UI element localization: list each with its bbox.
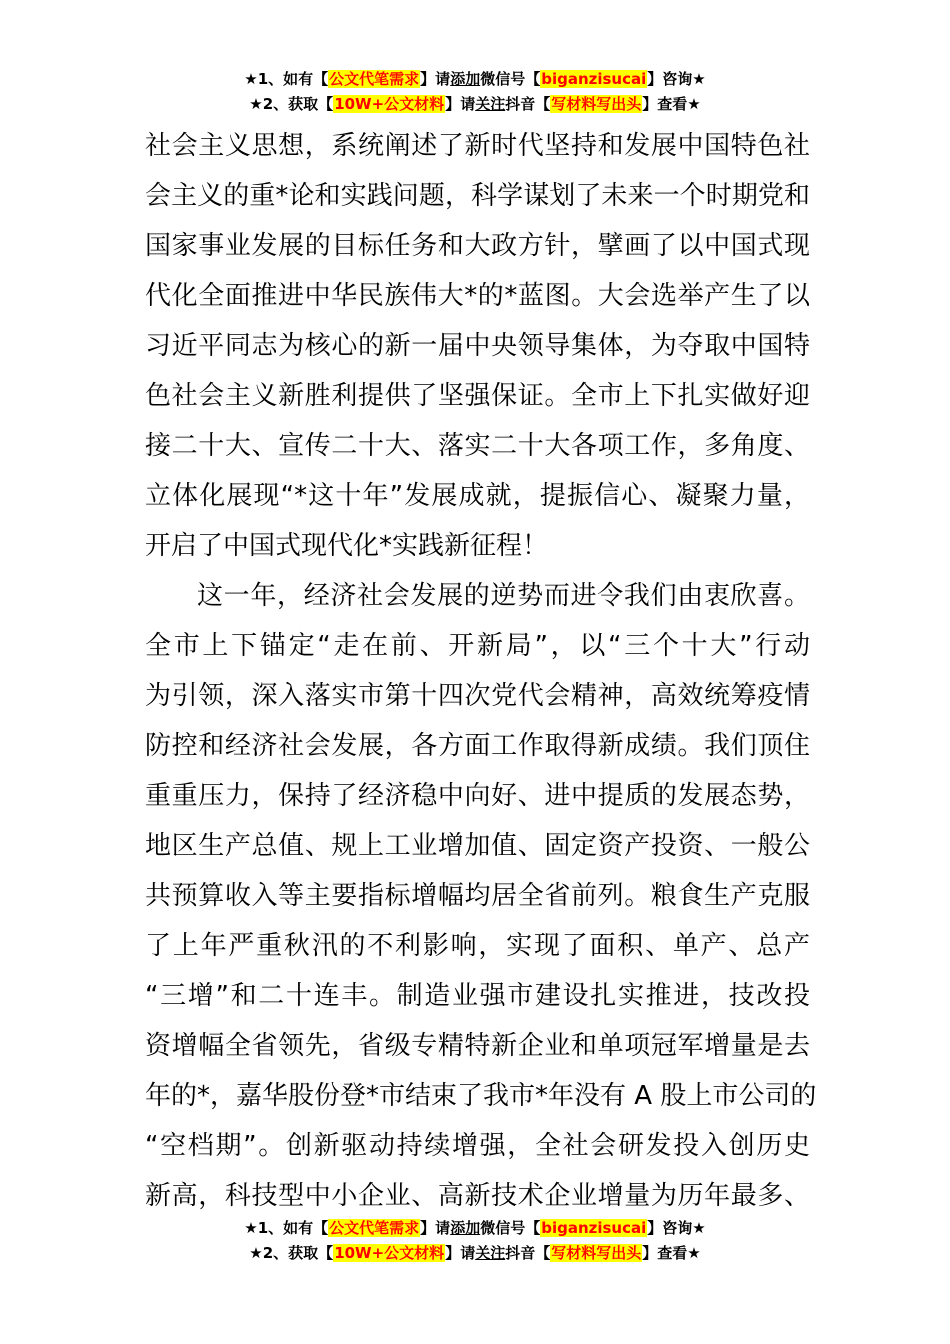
banner-text: 】查看★	[642, 95, 701, 113]
text-line: 地区生产总值、规上工业增加值、固定资产投资、一般公	[145, 831, 810, 861]
banner-text: ★1、如有【	[244, 70, 329, 88]
banner-underlined: 添加	[450, 1219, 481, 1237]
banner-highlight: 10W+公文材料	[334, 1244, 445, 1262]
paragraph-first-line: 这一年，经济社会发展的逆势而进令我们由衷欣喜。	[197, 581, 810, 611]
banner-highlight: biganzisucai	[541, 1219, 647, 1237]
text-line: 开启了中国式现代化*实践新征程！	[145, 531, 549, 561]
banner-text: 抖音【	[505, 1244, 551, 1262]
banner-highlight: 公文代笔需求	[329, 1219, 420, 1237]
document-body	[145, 121, 817, 1221]
banner-text: 】咨询★	[647, 1219, 706, 1237]
text-line: 会主义的重*论和实践问题，科学谋划了未来一个时期党和	[145, 181, 810, 211]
banner-text: 抖音【	[505, 95, 551, 113]
banner-highlight: 写材料写出头	[551, 95, 642, 113]
text-line: “三增”和二十连丰。制造业强市建设扎实推进，技改投	[145, 981, 810, 1011]
text-line: 代化全面推进中华民族伟大*的*蓝图。大会选举产生了以	[145, 281, 810, 311]
banner-highlight: 10W+公文材料	[334, 95, 445, 113]
banner-text: 】查看★	[642, 1244, 701, 1262]
banner-text: 】咨询★	[647, 70, 706, 88]
text-line: 接二十大、宣传二十大、落实二十大各项工作，多角度、	[145, 431, 810, 461]
text-line: 共预算收入等主要指标增幅均居全省前列。粮食生产克服	[145, 881, 810, 911]
text-line: 年的*，嘉华股份登*市结束了我市*年没有 A 股上市公司的	[145, 1081, 817, 1111]
text-line: 全市上下锚定“走在前、开新局”，以“三个十大”行动	[145, 631, 810, 661]
text-line: 重重压力，保持了经济稳中向好、进中提质的发展态势，	[145, 781, 810, 811]
text-line: 资增幅全省领先，省级专精特新企业和单项冠军增量是去	[145, 1031, 810, 1061]
banner-text: 微信号【	[480, 70, 541, 88]
text-line: 国家事业发展的目标任务和大政方针，擘画了以中国式现	[145, 231, 810, 261]
banner-line-2	[0, 1242, 950, 1267]
banner-line-1	[0, 1217, 950, 1242]
text-line: 立体化展现“*这十年”发展成就，提振信心、凝聚力量，	[145, 481, 810, 511]
banner-text: ★1、如有【	[244, 1219, 329, 1237]
banner-text: 】请	[420, 70, 451, 88]
banner-line-1	[0, 68, 950, 93]
banner-text: 】请	[445, 95, 476, 113]
text-line: 防控和经济社会发展，各方面工作取得新成绩。我们顶住	[145, 731, 810, 761]
text-line: 色社会主义新胜利提供了坚强保证。全市上下扎实做好迎	[145, 381, 810, 411]
banner-text: 微信号【	[480, 1219, 541, 1237]
banner-highlight: biganzisucai	[541, 70, 647, 88]
text-line: 新高，科技型中小企业、高新技术企业增量为历年最多、	[145, 1181, 810, 1211]
footer-banner	[0, 1217, 950, 1267]
banner-highlight: 公文代笔需求	[329, 70, 420, 88]
header-banner	[0, 68, 950, 118]
banner-underlined: 关注	[475, 95, 506, 113]
banner-text: 】请	[420, 1219, 451, 1237]
text-line: 社会主义思想，系统阐述了新时代坚持和发展中国特色社	[145, 131, 810, 161]
banner-line-2	[0, 93, 950, 118]
banner-text: ★2、获取【	[249, 95, 334, 113]
banner-underlined: 添加	[450, 70, 481, 88]
text-line: 了上年严重秋汛的不利影响，实现了面积、单产、总产	[145, 931, 810, 961]
text-line: 为引领，深入落实市第十四次党代会精神，高效统筹疫情	[145, 681, 810, 711]
banner-highlight: 写材料写出头	[551, 1244, 642, 1262]
banner-text: 】请	[445, 1244, 476, 1262]
text-line: “空档期”。创新驱动持续增强，全社会研发投入创历史	[145, 1131, 810, 1161]
text-line: 习近平同志为核心的新一届中央领导集体，为夺取中国特	[145, 331, 810, 361]
banner-underlined: 关注	[475, 1244, 506, 1262]
banner-text: ★2、获取【	[249, 1244, 334, 1262]
